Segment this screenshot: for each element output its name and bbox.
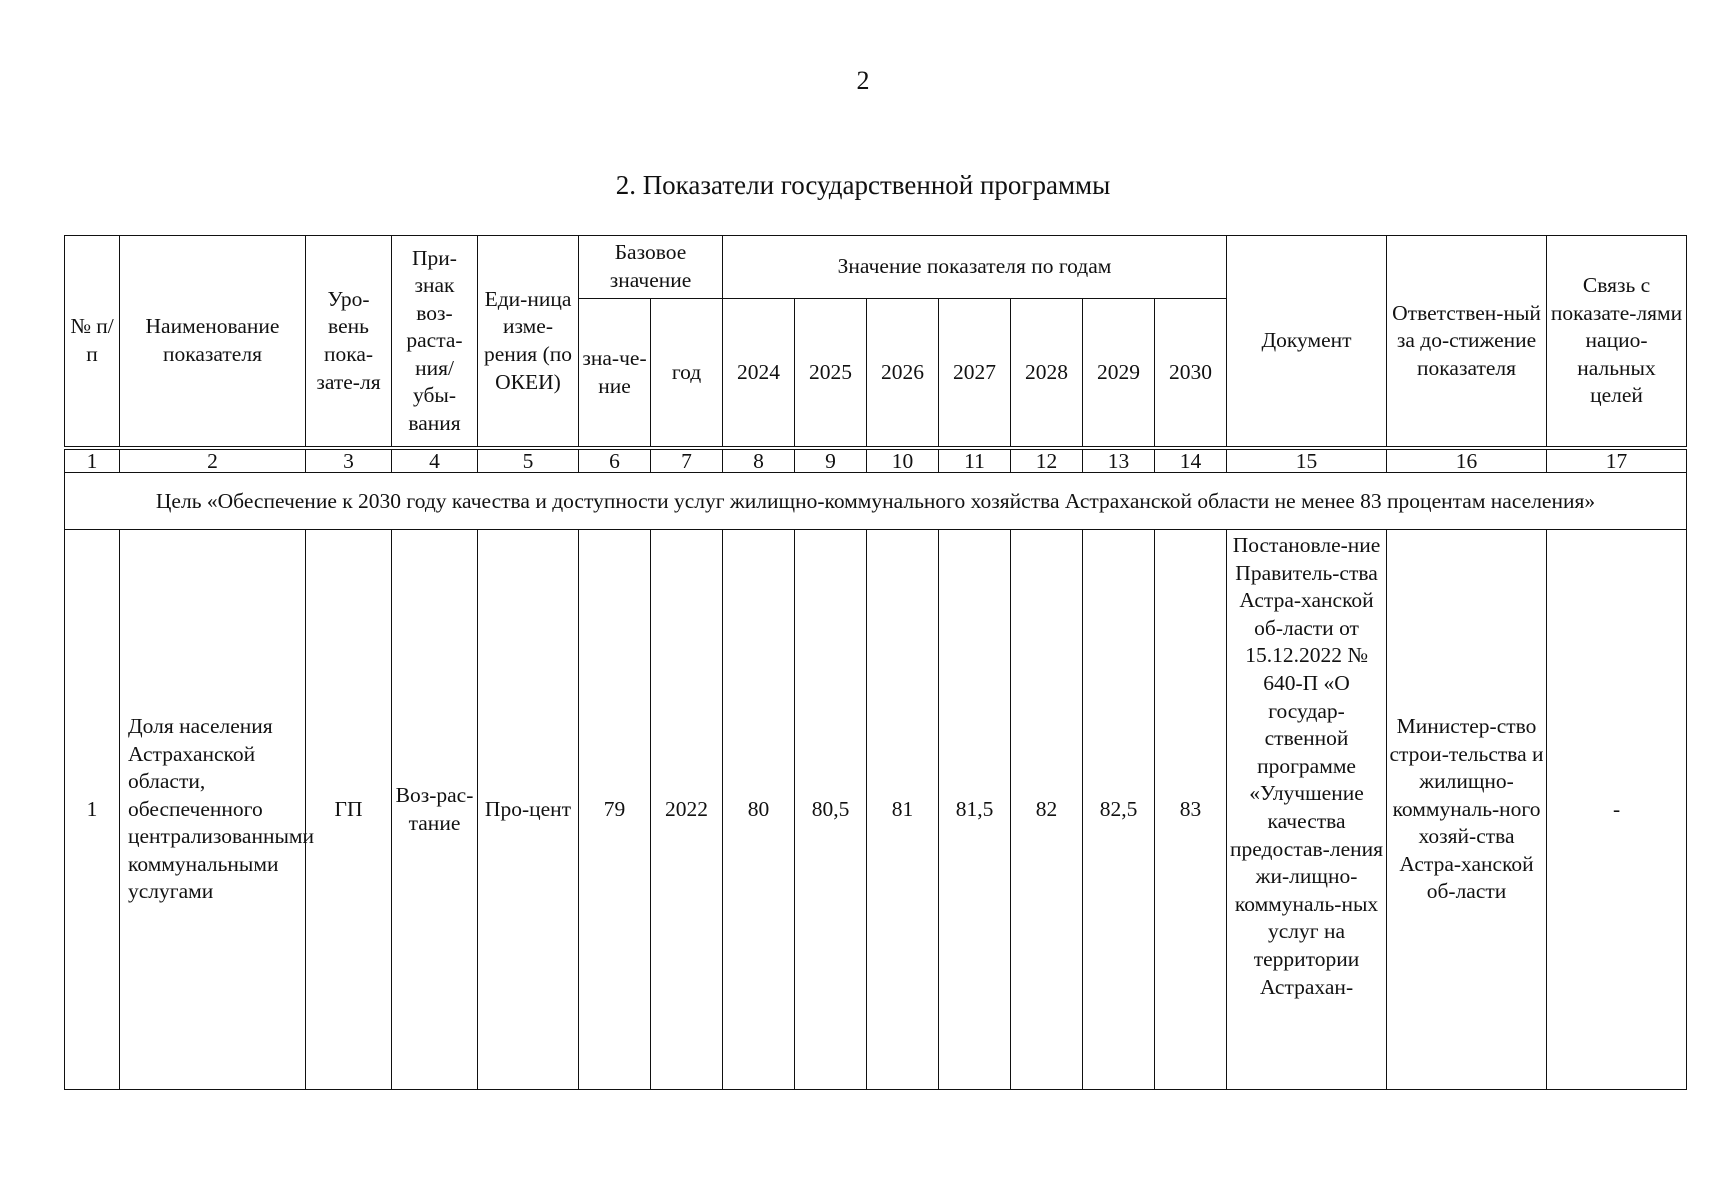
column-number: 4 xyxy=(392,448,478,473)
column-number: 15 xyxy=(1227,448,1387,473)
column-number: 14 xyxy=(1155,448,1227,473)
header-level: Уро-вень пока-зате-ля xyxy=(306,236,392,449)
column-number: 6 xyxy=(579,448,651,473)
header-base-year: год xyxy=(651,299,723,449)
header-year-2025: 2025 xyxy=(795,299,867,449)
row-value-2025: 80,5 xyxy=(795,530,867,1090)
row-value-2030: 83 xyxy=(1155,530,1227,1090)
row-value-2024: 80 xyxy=(723,530,795,1090)
header-year-2028: 2028 xyxy=(1011,299,1083,449)
header-year-2027: 2027 xyxy=(939,299,1011,449)
header-year-2029: 2029 xyxy=(1083,299,1155,449)
column-number: 12 xyxy=(1011,448,1083,473)
row-num: 1 xyxy=(65,530,120,1090)
header-row-1 xyxy=(65,236,1687,299)
row-value-2029: 82,5 xyxy=(1083,530,1155,1090)
header-name: Наименование показателя xyxy=(120,236,306,449)
column-number: 13 xyxy=(1083,448,1155,473)
indicators-table xyxy=(64,235,1687,1090)
column-number: 17 xyxy=(1547,448,1687,473)
header-link: Связь с показате-лями нацио-нальных целей xyxy=(1547,236,1687,449)
header-year-2030: 2030 xyxy=(1155,299,1227,449)
header-document: Документ xyxy=(1227,236,1387,449)
row-level: ГП xyxy=(306,530,392,1090)
row-value-2028: 82 xyxy=(1011,530,1083,1090)
header-trend: При-знак воз-раста-ния/ убы-вания xyxy=(392,236,478,449)
column-number: 11 xyxy=(939,448,1011,473)
row-value-2027: 81,5 xyxy=(939,530,1011,1090)
page-number: 2 xyxy=(856,66,870,95)
document-title: 2. Показатели государственной программы xyxy=(615,170,1111,200)
column-number: 1 xyxy=(65,448,120,473)
row-trend: Воз-рас-тание xyxy=(392,530,478,1090)
goal-text: Цель «Обеспечение к 2030 году качества и доступности услуг жилищно-коммунального хозяйства Астраханской области не менее 83 процентам населения» xyxy=(65,473,1687,530)
row-document-text: Постановле-ние Правитель-ства Астра-ханской об-ласти от 15.12.2022 № 640-П «О государ-ственной программе «Улучшение качества предостав-ления жи-лищно-коммуналь-ных услуг на территории Астрахан- xyxy=(1230,533,1384,999)
column-number: 9 xyxy=(795,448,867,473)
row-link: - xyxy=(1547,530,1687,1090)
row-document xyxy=(1227,530,1387,1090)
header-base-value: зна-че-ние xyxy=(579,299,651,449)
header-num: № п/п xyxy=(65,236,120,449)
table-row xyxy=(65,530,1687,1090)
column-number: 10 xyxy=(867,448,939,473)
row-base-year: 2022 xyxy=(651,530,723,1090)
column-number: 2 xyxy=(120,448,306,473)
column-number: 3 xyxy=(306,448,392,473)
header-year-2024: 2024 xyxy=(723,299,795,449)
column-number: 16 xyxy=(1387,448,1547,473)
column-number: 5 xyxy=(478,448,579,473)
column-numbers-row xyxy=(65,448,1687,473)
header-responsible: Ответствен-ный за до-стижение показателя xyxy=(1387,236,1547,449)
header-base-group: Базовое значение xyxy=(579,236,723,299)
header-years-group: Значение показателя по годам xyxy=(723,236,1227,299)
goal-row xyxy=(65,473,1687,530)
row-value-2026: 81 xyxy=(867,530,939,1090)
header-year-2026: 2026 xyxy=(867,299,939,449)
header-unit: Еди-ница изме-рения (по ОКЕИ) xyxy=(478,236,579,449)
column-number: 7 xyxy=(651,448,723,473)
column-number: 8 xyxy=(723,448,795,473)
row-base-value: 79 xyxy=(579,530,651,1090)
row-responsible: Министер-ство строи-тельства и жилищно-коммуналь-ного хозяй-ства Астра-ханской об-ласти xyxy=(1387,530,1547,1090)
row-unit: Про-цент xyxy=(478,530,579,1090)
row-indicator-name: Доля населения Астраханской области, обеспеченного централизованными коммунальными услугами xyxy=(120,530,306,1090)
